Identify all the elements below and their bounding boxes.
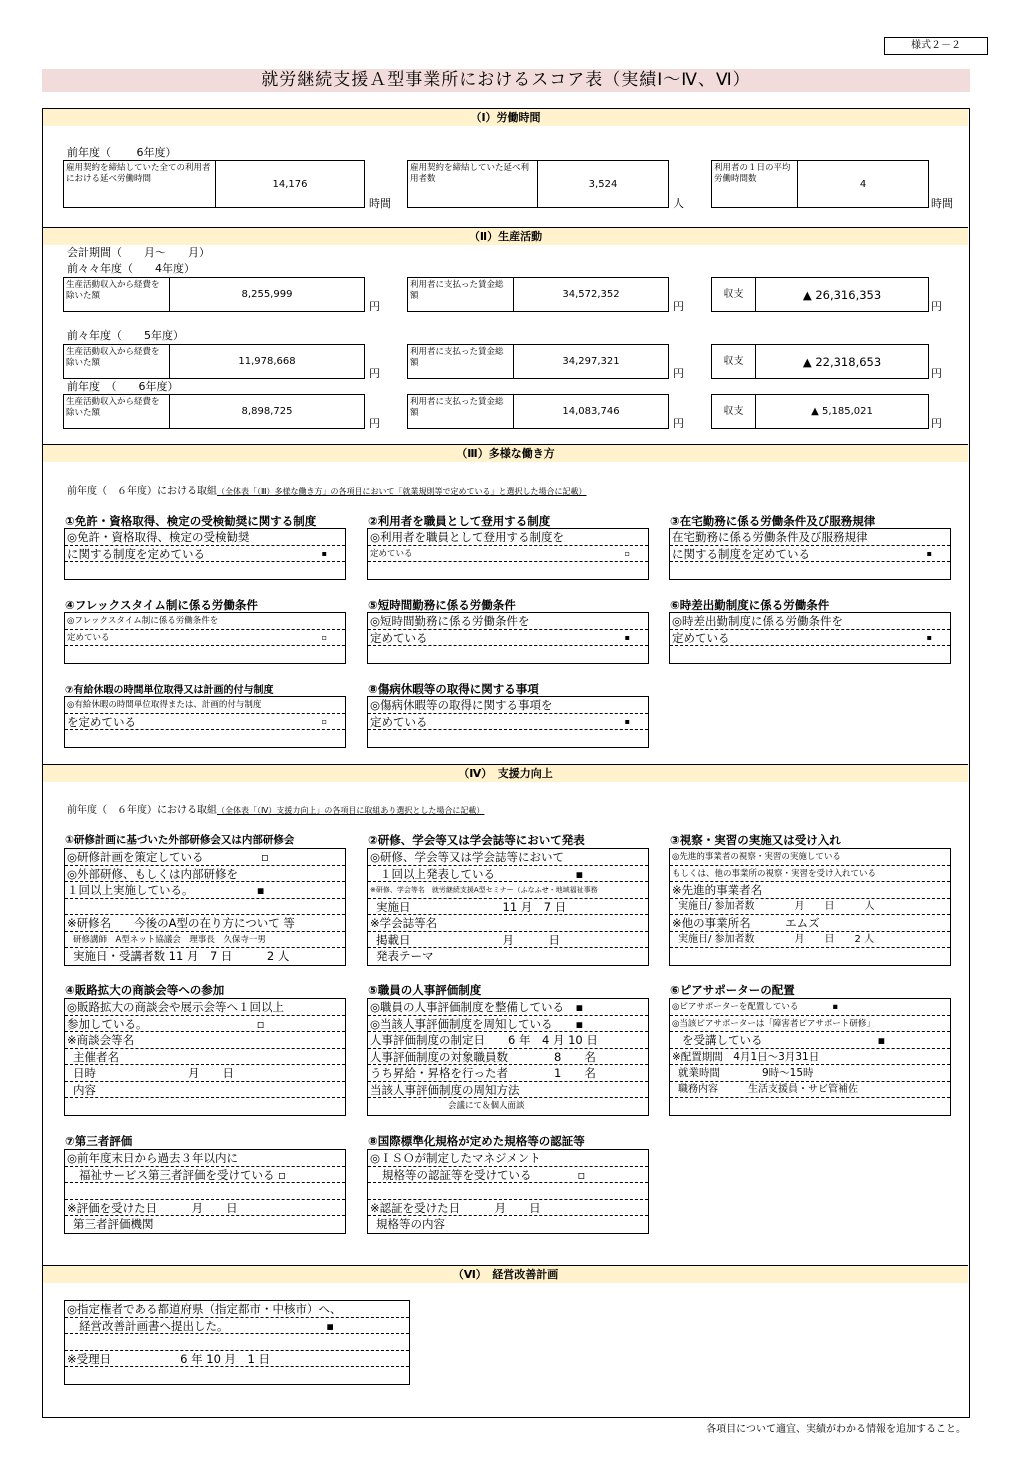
yen-unit: 円: [673, 300, 684, 313]
s2-balance-label: 収支: [712, 395, 756, 428]
s2-row2-balance-box: [711, 344, 929, 379]
s1-total-hours-value: 14,176: [272, 178, 308, 190]
s4-item1-row: 実施日・受講者数 11 月 7 日 2 人: [73, 949, 290, 963]
page-title: 就労継続支援Ａ型事業所におけるスコア表（実績Ⅰ～Ⅳ、Ⅵ）: [42, 69, 970, 92]
s4-item8-row: 規格等の内容: [376, 1217, 445, 1231]
s3-item5-row: ◎短時間勤務に係る労働条件を: [368, 613, 648, 630]
s2-row1-balance-box: [711, 277, 929, 312]
s4-item3-row: [670, 948, 950, 965]
s3-item5-row-text: 定めている: [370, 630, 428, 645]
s4-item5-row: 人事評価制度の対象職員数 8 名: [368, 1049, 648, 1066]
yen-unit: 円: [369, 300, 380, 313]
s1-total-hours-box: [63, 160, 365, 208]
s3-item4-row: ◎フレックスタイム制に係る労働条件を: [65, 613, 345, 630]
s1-total-users-box: [407, 160, 669, 208]
s3-item2-row: ◎利用者を職員として登用する制度を: [368, 529, 648, 546]
s4-item4-row: [65, 1098, 345, 1115]
checkbox-mark-icon: ▫: [321, 716, 327, 726]
s4-item3-row: 実施日/ 参加者数 月 日 2 人: [670, 932, 950, 949]
s4-item1-row: [65, 899, 345, 916]
s4-item4-box: [64, 998, 346, 1116]
s1-unit-persons: 人: [673, 197, 684, 210]
s2-row1-net-income-value: 8,255,999: [241, 289, 293, 300]
s4-item6-row: 就業時間 9時～15時: [670, 1065, 950, 1082]
s4-item1-row: 研修講師 A型ネット協議会 理事長 久保寺一男: [65, 932, 345, 949]
s4-item5-row: うち昇給・昇格を行った者 1 名: [368, 1065, 648, 1082]
yen-unit: 円: [369, 367, 380, 380]
yen-unit: 円: [369, 417, 380, 430]
s4-item8-title: ⑧国際標準化規格が定めた規格等の認証等: [368, 1134, 585, 1148]
s2-row3-net-income-value: 8,898,725: [241, 406, 293, 417]
s3-item8-row-text: 定めている: [370, 714, 428, 729]
s4-item7-box: [64, 1149, 346, 1234]
s4-item3-title: ③視察・実習の実施又は受け入れ: [670, 833, 841, 847]
s4-item1-row: ※研修名 今後のA型の在り方について 等: [65, 915, 345, 932]
s1-total-hours-label: 雇用契約を締結していた全ての利用者における延べ労働時間: [64, 161, 216, 207]
s4-item6-row: 職務内容 生活支援員・サビ管補佐: [670, 1082, 950, 1099]
s6-box: [64, 1300, 410, 1385]
s3-item1-row-text: に関する制度を定めている: [67, 546, 205, 561]
s4-item5-row: ◎当該人事評価制度を周知している ▪: [368, 1016, 648, 1033]
s3-item5-row: [368, 630, 648, 647]
s3-item5-box: [367, 612, 649, 664]
s3-item4-row-text: 定めている: [67, 632, 110, 643]
s4-item3-row: もしくは、他の事業所の視察・実習を受け入れている: [670, 866, 950, 883]
s3-item8-row: [368, 730, 648, 747]
s2-row2-wages-value: 34,297,321: [562, 356, 620, 367]
checkbox-mark-icon: ▪: [624, 632, 630, 642]
s3-item3-row: [670, 546, 950, 563]
s3-item7-box: [64, 696, 346, 748]
s2-row3-net-income-box: [63, 394, 365, 429]
s4-item4-row: 主催者名: [65, 1049, 345, 1066]
s3-item2-title: ②利用者を職員として登用する制度: [368, 514, 551, 528]
s2-row2-wages-box: [407, 344, 669, 379]
s1-average-hours-value: 4: [859, 178, 867, 190]
s4-item8-row: 規格等の認証等を受けている ▫: [368, 1167, 648, 1184]
s2-net-income-label: 生産活動収入から経費を除いた額: [64, 395, 170, 428]
s2-row3-balance-box: [711, 394, 929, 429]
s2-row1-wages-box: [407, 277, 669, 312]
s3-intro: [67, 482, 587, 497]
s1-total-users-value: 3,524: [588, 178, 618, 190]
s6-row: 経営改善計画書へ提出した。 ▪: [65, 1318, 409, 1335]
s2-year-row-2: 前々年度（ 5年度）: [67, 329, 184, 342]
s4-item3-box: [669, 848, 951, 966]
section-3-header: （Ⅲ）多様な働き方: [43, 445, 968, 462]
footer-note: 各項目について適宜、実績がわかる情報を追加すること。: [706, 1424, 966, 1435]
s4-item4-title: ④販路拡大の商談会等への参加: [65, 983, 225, 997]
s3-item3-box: [669, 528, 951, 580]
s2-year-row-1: 前々々年度（ 4年度）: [67, 262, 195, 275]
yen-unit: 円: [931, 417, 942, 430]
s4-item1-box: [64, 848, 346, 966]
s4-item7-row: 福祉サービス第三者評価を受けている ▫: [65, 1167, 345, 1184]
s2-year-row-3: 前年度 （ 6年度）: [67, 380, 179, 393]
s4-item2-row: ※研修、学会等名 就労継続支援A型セミナー（ふなふせ・地域福祉事務: [368, 882, 648, 899]
checkbox-mark-icon: ▪: [624, 716, 630, 726]
s2-row3-wages-box: [407, 394, 669, 429]
s3-item6-row: [670, 630, 950, 647]
s2-row3-wages-value: 14,083,746: [562, 406, 620, 417]
s3-item3-row: 在宅勤務に係る労働条件及び服務規律: [670, 529, 950, 546]
s4-item2-box: [367, 848, 649, 966]
checkbox-mark-icon: ▪: [926, 548, 932, 558]
s4-item5-row: 会議にて＆個人面談: [448, 1101, 525, 1111]
s2-row1-net-income-box: [63, 277, 365, 312]
s3-item7-row: [65, 730, 345, 747]
s3-item4-title: ④フレックスタイム制に係る労働条件: [65, 598, 258, 612]
s1-total-users-label: 雇用契約を締結していた延べ利用者数: [408, 161, 538, 207]
s4-intro-text: 前年度（ ６年度）における取組: [67, 805, 217, 816]
checkbox-mark-icon: ▪: [321, 548, 327, 558]
s3-item7-row: [65, 714, 345, 731]
s3-item2-row: [368, 546, 648, 563]
s6-row: [65, 1367, 409, 1384]
s1-year: 前年度（ 6年度）: [67, 146, 177, 159]
s2-net-income-label: 生産活動収入から経費を除いた額: [64, 278, 170, 311]
s3-item5-row: [368, 646, 648, 663]
s3-item3-title: ③在宅勤務に係る労働条件及び服務規律: [670, 514, 876, 528]
section-1-header: （Ⅰ）労働時間: [43, 109, 968, 126]
s3-item6-row: ◎時差出勤制度に係る労働条件を: [670, 613, 950, 630]
s6-row: [65, 1334, 409, 1351]
checkbox-mark-icon: ▫: [624, 548, 630, 558]
s3-item2-row-text: 定めている: [370, 548, 413, 559]
s4-item7-row: 第三者評価機関: [73, 1217, 154, 1231]
s3-item2-row: [368, 562, 648, 579]
s4-item6-row: ◎当該ピアサポーターは「障害者ピアサポート研修」: [670, 1016, 950, 1033]
s4-item2-row: 発表テーマ: [376, 949, 434, 963]
s4-item6-box: [669, 998, 951, 1116]
s4-item6-row: [670, 1098, 950, 1115]
s4-item5-row: 人事評価制度の制定日 6 年 4 月 10 日: [368, 1032, 648, 1049]
s4-item5-box: [367, 998, 649, 1116]
s1-average-hours-label: 利用者の１日の平均労働時間数: [712, 161, 798, 207]
s3-item1-row: [65, 546, 345, 563]
s3-item2-box: [367, 528, 649, 580]
s3-item4-box: [64, 612, 346, 664]
s4-item3-row: ◎先進的事業者の視察・実習の実施している: [670, 849, 950, 866]
section-2-header: （Ⅱ）生産活動: [43, 228, 968, 245]
s4-item5-row: ◎職員の人事評価制度を整備している ▪: [368, 999, 648, 1016]
s3-item6-box: [669, 612, 951, 664]
s4-item4-row: 日時 月 日: [65, 1065, 345, 1082]
s4-item6-row: ※配置期間 4月1日～3月31日: [670, 1049, 950, 1066]
s3-item1-title: ①免許・資格取得、検定の受検勧奨に関する制度: [65, 514, 317, 528]
yen-unit: 円: [931, 367, 942, 380]
s4-item2-title: ②研修、学会等又は学会誌等において発表: [368, 833, 585, 847]
s4-item4-row: 内容: [65, 1082, 345, 1099]
s4-item2-row: １回以上発表している ▪: [368, 866, 648, 883]
yen-unit: 円: [931, 300, 942, 313]
s2-row1-balance-value: ▲ 26,316,353: [802, 287, 882, 302]
s3-item6-row-text: 定めている: [672, 630, 730, 645]
s6-row: ◎指定権者である都道府県（指定都市・中核市）へ、: [65, 1301, 409, 1318]
s4-item6-title: ⑥ピアサポーターの配置: [670, 983, 795, 997]
s6-row: ※受理日 6 年 10 月 1 日: [65, 1351, 409, 1368]
s4-item1-row: １回以上実施している。 ▪: [65, 882, 345, 899]
section-6-header: （Ⅵ） 経営改善計画: [43, 1266, 968, 1283]
s2-wages-label: 利用者に支払った賃金総額: [408, 395, 514, 428]
s2-period: 会計期間（ 月～ 月）: [67, 246, 210, 259]
s3-item8-row: [368, 714, 648, 731]
s4-intro: [67, 801, 484, 816]
s4-item1-row: ◎研修計画を策定している ▫: [65, 849, 345, 866]
s1-unit-hours-2: 時間: [931, 197, 953, 210]
s4-item7-row: ※評価を受けた日 月 日: [65, 1200, 345, 1217]
s3-intro-note: （全体表「（Ⅲ）多様な働き方」の各項目において「就業規則等で定めている」と選択した場合に記載）: [217, 487, 587, 496]
s2-wages-label: 利用者に支払った賃金総額: [408, 345, 514, 378]
s3-item8-box: [367, 696, 649, 748]
s2-row1-wages-value: 34,572,352: [562, 289, 620, 300]
s4-item3-row: 実施日/ 参加者数 月 日 人: [670, 899, 950, 916]
s4-item3-row: ※先進的事業者名: [670, 882, 950, 899]
s4-item3-row: ※他の事業所名 エムズ: [670, 915, 950, 932]
s4-item5-title: ⑤職員の人事評価制度: [368, 983, 482, 997]
s1-average-hours-box: [711, 160, 929, 208]
checkbox-mark-icon: ▪: [926, 632, 932, 642]
s4-item4-row: ※商談会等名: [65, 1032, 345, 1049]
s4-item2-row: ※学会誌等名: [368, 915, 648, 932]
s1-unit-hours: 時間: [369, 197, 391, 210]
s2-net-income-label: 生産活動収入から経費を除いた額: [64, 345, 170, 378]
s4-item1-title: ①研修計画に基づいた外部研修会又は内部研修会: [65, 834, 295, 846]
s3-item5-title: ⑤短時間勤務に係る労働条件: [368, 598, 516, 612]
s4-item4-row: ◎販路拡大の商談会や展示会等へ１回以上: [65, 999, 345, 1016]
s2-wages-label: 利用者に支払った賃金総額: [408, 278, 514, 311]
s2-row2-net-income-value: 11,978,668: [238, 356, 296, 367]
yen-unit: 円: [673, 417, 684, 430]
s3-item7-row-text: を定めている: [67, 714, 136, 729]
s4-item6-row: ◎ピアサポーターを配置している ▪: [670, 999, 950, 1016]
s3-item7-row: ◎有給休暇の時間単位取得または、計画的付与制度: [65, 697, 345, 714]
s4-item8-row: ※認証を受けた日 月 日: [368, 1200, 648, 1217]
s4-item7-title: ⑦第三者評価: [65, 1134, 133, 1148]
s4-item1-row: ◎外部研修、もしくは内部研修を: [65, 866, 345, 883]
s4-item2-row: ◎研修、学会等又は学会誌等において: [368, 849, 648, 866]
s4-item6-row: を受講している ▪: [670, 1032, 950, 1049]
s4-item7-row: ◎前年度末日から過去３年以内に: [65, 1150, 345, 1167]
s2-row2-net-income-box: [63, 344, 365, 379]
s3-item1-row: [65, 562, 345, 579]
s2-row2-balance-value: ▲ 22,318,653: [802, 354, 882, 369]
s4-item2-row: 掲載日 月 日: [368, 932, 648, 949]
checkbox-mark-icon: ▫: [321, 632, 327, 642]
s4-item7-row: [65, 1183, 345, 1200]
s2-balance-label: 収支: [712, 345, 756, 378]
s3-item1-box: [64, 528, 346, 580]
s4-item8-box: [367, 1149, 649, 1234]
s3-item8-title: ⑧傷病休暇等の取得に関する事項: [368, 682, 539, 696]
s3-item4-row: [65, 630, 345, 647]
s3-item6-row: [670, 646, 950, 663]
s3-item1-row: ◎免許・資格取得、検定の受検勧奨: [65, 529, 345, 546]
s3-item3-row-text: に関する制度を定めている: [672, 546, 810, 561]
s4-item4-row: 参加している。 ▫: [65, 1016, 345, 1033]
s3-intro-text: 前年度（ ６年度）における取組: [67, 486, 217, 497]
s4-item2-row: 実施日 11 月 7 日: [368, 899, 648, 916]
s4-item8-row: ◎ＩＳＯが制定したマネジメント: [368, 1150, 648, 1167]
form-number: 様式２－２: [884, 37, 988, 55]
s3-item6-title: ⑥時差出勤制度に係る労働条件: [670, 598, 830, 612]
s4-intro-note: （全体表「（Ⅳ）支援力向上」の各項目に取組あり選択とした場合に記載）: [217, 806, 485, 815]
s4-item5-row: 当該人事評価制度の周知方法: [368, 1082, 648, 1099]
s3-item7-title: ⑦有給休暇の時間単位取得又は計画的付与制度: [65, 685, 274, 696]
s3-item4-row: [65, 646, 345, 663]
s4-item8-row: [368, 1183, 648, 1200]
section-4-header: （Ⅳ） 支援力向上: [43, 765, 968, 782]
s2-row3-balance-value: ▲ 5,185,021: [811, 406, 873, 417]
s3-item3-row: [670, 562, 950, 579]
s3-item8-row: ◎傷病休暇等の取得に関する事項を: [368, 697, 648, 714]
s2-balance-label: 収支: [712, 278, 756, 311]
yen-unit: 円: [673, 367, 684, 380]
score-table-frame: [42, 108, 970, 1418]
